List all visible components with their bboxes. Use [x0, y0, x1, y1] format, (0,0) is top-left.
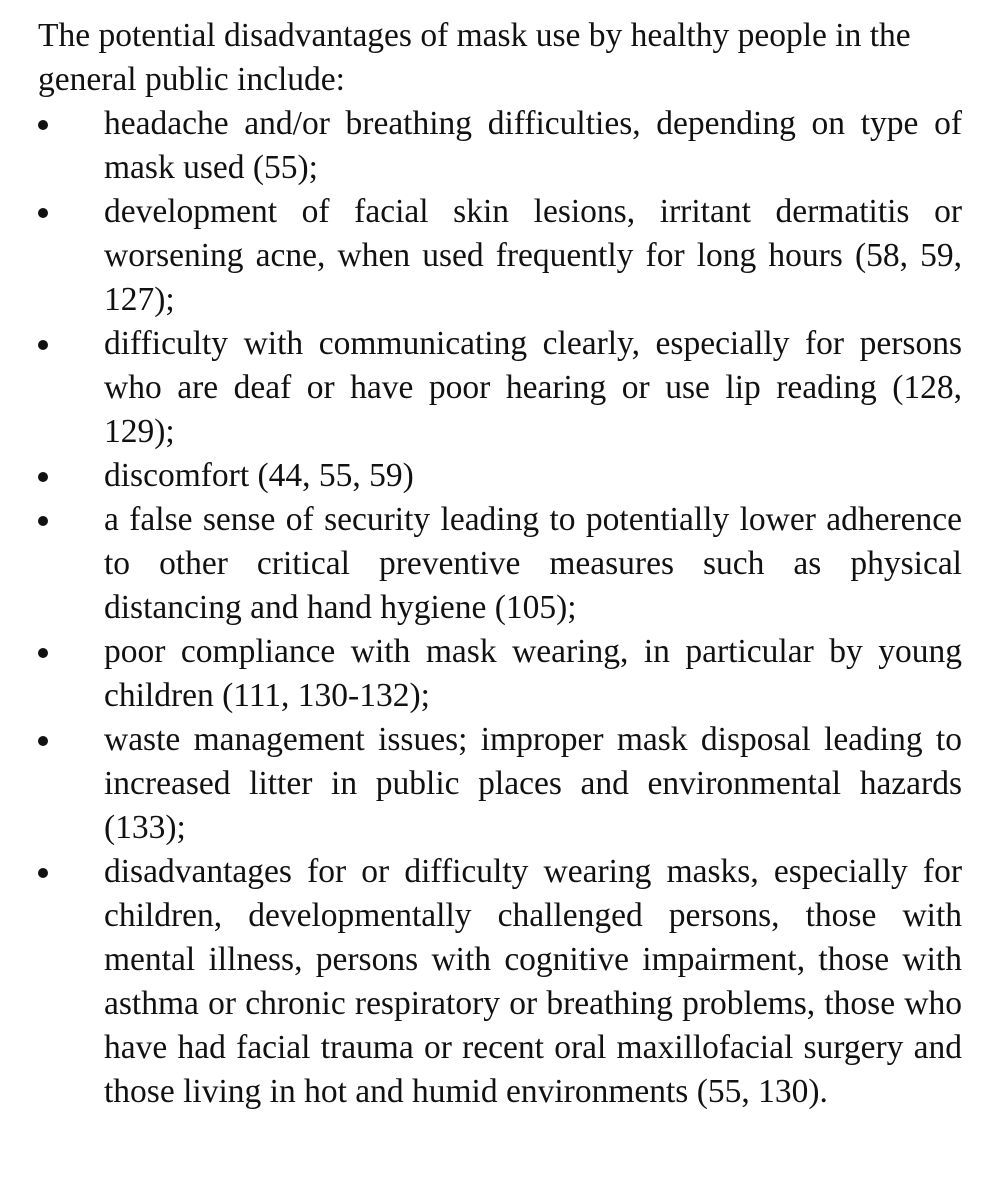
intro-paragraph: The potential disadvantages of mask use by healthy people in the general public include: — [38, 17, 911, 98]
list-item — [38, 454, 962, 498]
bullet-icon — [38, 736, 48, 746]
list-item-text: discomfort (44, 55, 59) — [104, 457, 414, 494]
bullet-icon — [38, 340, 48, 350]
bullet-icon — [38, 868, 48, 878]
disadvantages-list — [38, 102, 962, 1114]
list-item-text: development of facial skin lesions, irritant dermatitis or worsening acne, when used frequently for long hours (58, 59, 127); — [104, 193, 962, 318]
list-item — [38, 498, 962, 630]
bullet-icon — [38, 472, 48, 482]
list-item — [38, 102, 962, 190]
list-item-text: a false sense of security leading to potentially lower adherence to other critical preventive measures such as physical distancing and hand hygiene (105); — [104, 501, 962, 626]
list-item-text: headache and/or breathing difficulties, depending on type of mask used (55); — [104, 105, 962, 186]
bullet-icon — [38, 516, 48, 526]
list-item — [38, 322, 962, 454]
list-item-text: poor compliance with mask wearing, in particular by young children (111, 130-132); — [104, 633, 962, 714]
bullet-icon — [38, 208, 48, 218]
list-item — [38, 190, 962, 322]
list-item-text: disadvantages for or difficulty wearing masks, especially for children, developmentally challenged persons, those with mental illness, persons with cognitive impairment, those with asthma or chronic respiratory or breathing problems, those who have had facial trauma or recent oral maxillofacial surgery and those living in hot and humid environments (55, 130). — [104, 853, 962, 1110]
bullet-icon — [38, 648, 48, 658]
list-item-text: waste management issues; improper mask disposal leading to increased litter in public places and environmental hazards (133); — [104, 721, 962, 846]
list-item-text: difficulty with communicating clearly, especially for persons who are deaf or have poor hearing or use lip reading (128, 129); — [104, 325, 962, 450]
list-item — [38, 630, 962, 718]
list-item — [38, 718, 962, 850]
list-item — [38, 850, 962, 1114]
bullet-icon — [38, 120, 48, 130]
